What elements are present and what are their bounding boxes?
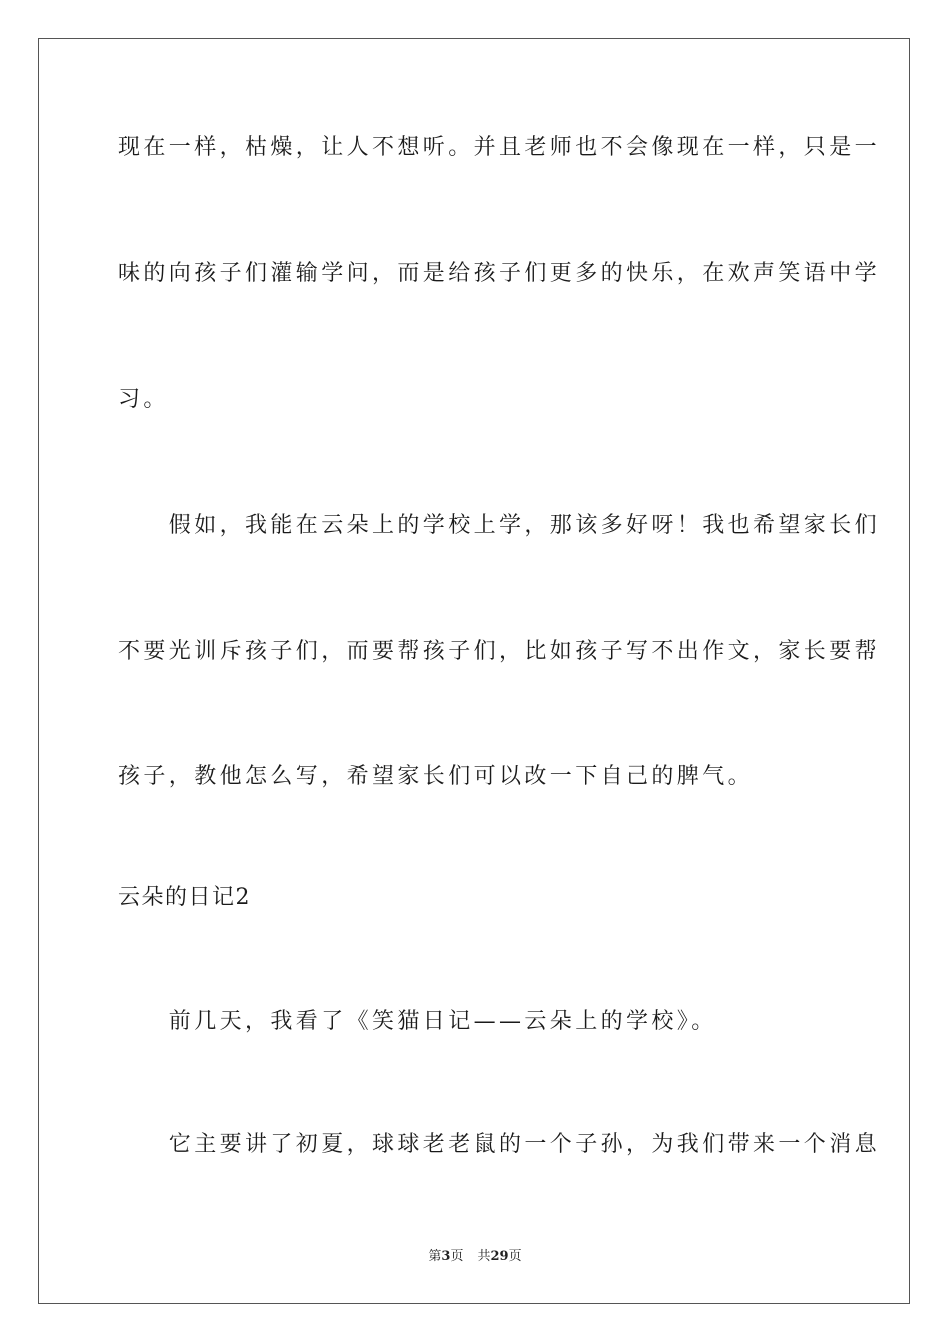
page-border (38, 38, 910, 1304)
body-text-line: 不要光训斥孩子们，而要帮孩子们，比如孩子写不出作文，家长要帮 (118, 639, 881, 664)
total-pages-number: 29 (490, 1249, 509, 1264)
page-footer (0, 1248, 950, 1266)
total-prefix: 共 (477, 1249, 491, 1264)
body-text-line: 它主要讲了初夏，球球老老鼠的一个子孙，为我们带来一个消息 (118, 1132, 881, 1157)
page-prefix: 第 (428, 1249, 442, 1264)
total-suffix: 页 (508, 1249, 522, 1264)
body-text-line: 现在一样，枯燥，让人不想听。并且老师也不会像现在一样，只是一 (118, 135, 881, 160)
section-heading: 云朵的日记2 (118, 885, 251, 910)
page-suffix: 页 (450, 1249, 464, 1264)
body-text-line: 味的向孩子们灌输学问，而是给孩子们更多的快乐，在欢声笑语中学 (118, 261, 881, 286)
body-text-line: 习。 (118, 387, 169, 412)
body-text-line: 孩子，教他怎么写，希望家长们可以改一下自己的脾气。 (118, 764, 754, 789)
current-page-number: 3 (441, 1249, 451, 1264)
body-text-line: 假如，我能在云朵上的学校上学，那该多好呀！我也希望家长们 (118, 513, 881, 538)
body-text-line: 前几天，我看了《笑猫日记——云朵上的学校》。 (118, 1009, 717, 1034)
